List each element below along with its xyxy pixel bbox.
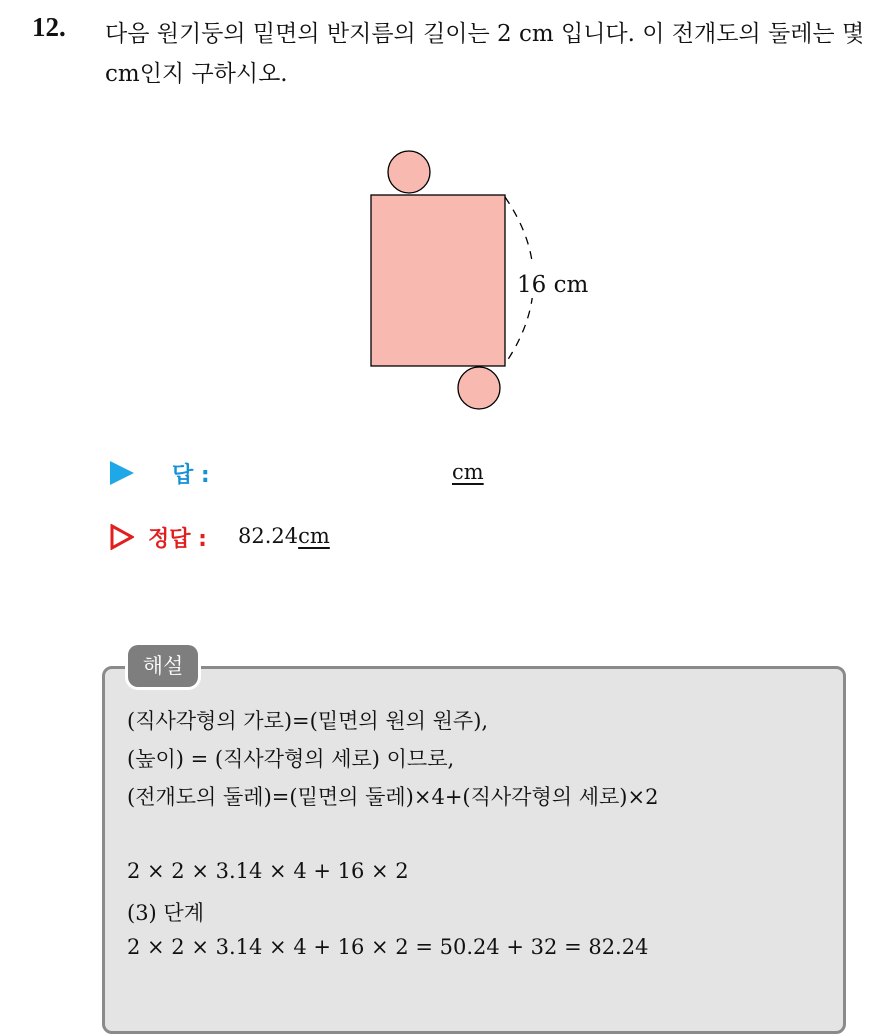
play-arrow-icon <box>110 461 134 485</box>
cylinder-net-figure <box>330 140 630 424</box>
correct-answer-label: 정답 : <box>148 527 207 552</box>
top-base-circle <box>388 151 430 193</box>
explanation-line: (전개도의 둘레)=(밑면의 둘레)×4+(직사각형의 세로)×2 <box>127 785 659 809</box>
question-text: 다음 원기둥의 밑면의 반지름의 길이는 2 cm 입니다. 이 전개도의 둘레는 몇 cm인지 구하시오. <box>105 21 865 87</box>
bottom-base-circle <box>458 367 500 409</box>
explanation-box <box>102 666 846 1034</box>
correct-answer-unit: cm <box>298 524 330 548</box>
correct-answer-value <box>238 524 330 548</box>
lateral-rectangle <box>371 195 505 366</box>
explanation-line: (3) 단계 <box>127 901 204 925</box>
explanation-line: (직사각형의 가로)=(밑면의 원의 원주), <box>127 709 489 733</box>
question-number: 12. <box>32 12 66 42</box>
answer-label: 답 : <box>172 463 210 488</box>
explanation-line: 2 × 2 × 3.14 × 4 + 16 × 2 = 50.24 + 32 = 82.24 <box>127 935 649 959</box>
answer-unit: cm <box>452 460 484 484</box>
outline-play-arrow-icon <box>110 524 134 550</box>
explanation-tab: 해설 <box>128 645 198 687</box>
answer-row <box>110 456 530 490</box>
correct-answer-number: 82.24 <box>238 524 299 548</box>
explanation-line: (높이) = (직사각형의 세로) 이므로, <box>127 747 455 771</box>
height-label: 16 cm <box>517 272 589 298</box>
correct-answer-row <box>110 520 510 556</box>
cylinder-net-svg <box>330 140 630 420</box>
explanation-line: 2 × 2 × 3.14 × 4 + 16 × 2 <box>127 859 409 883</box>
